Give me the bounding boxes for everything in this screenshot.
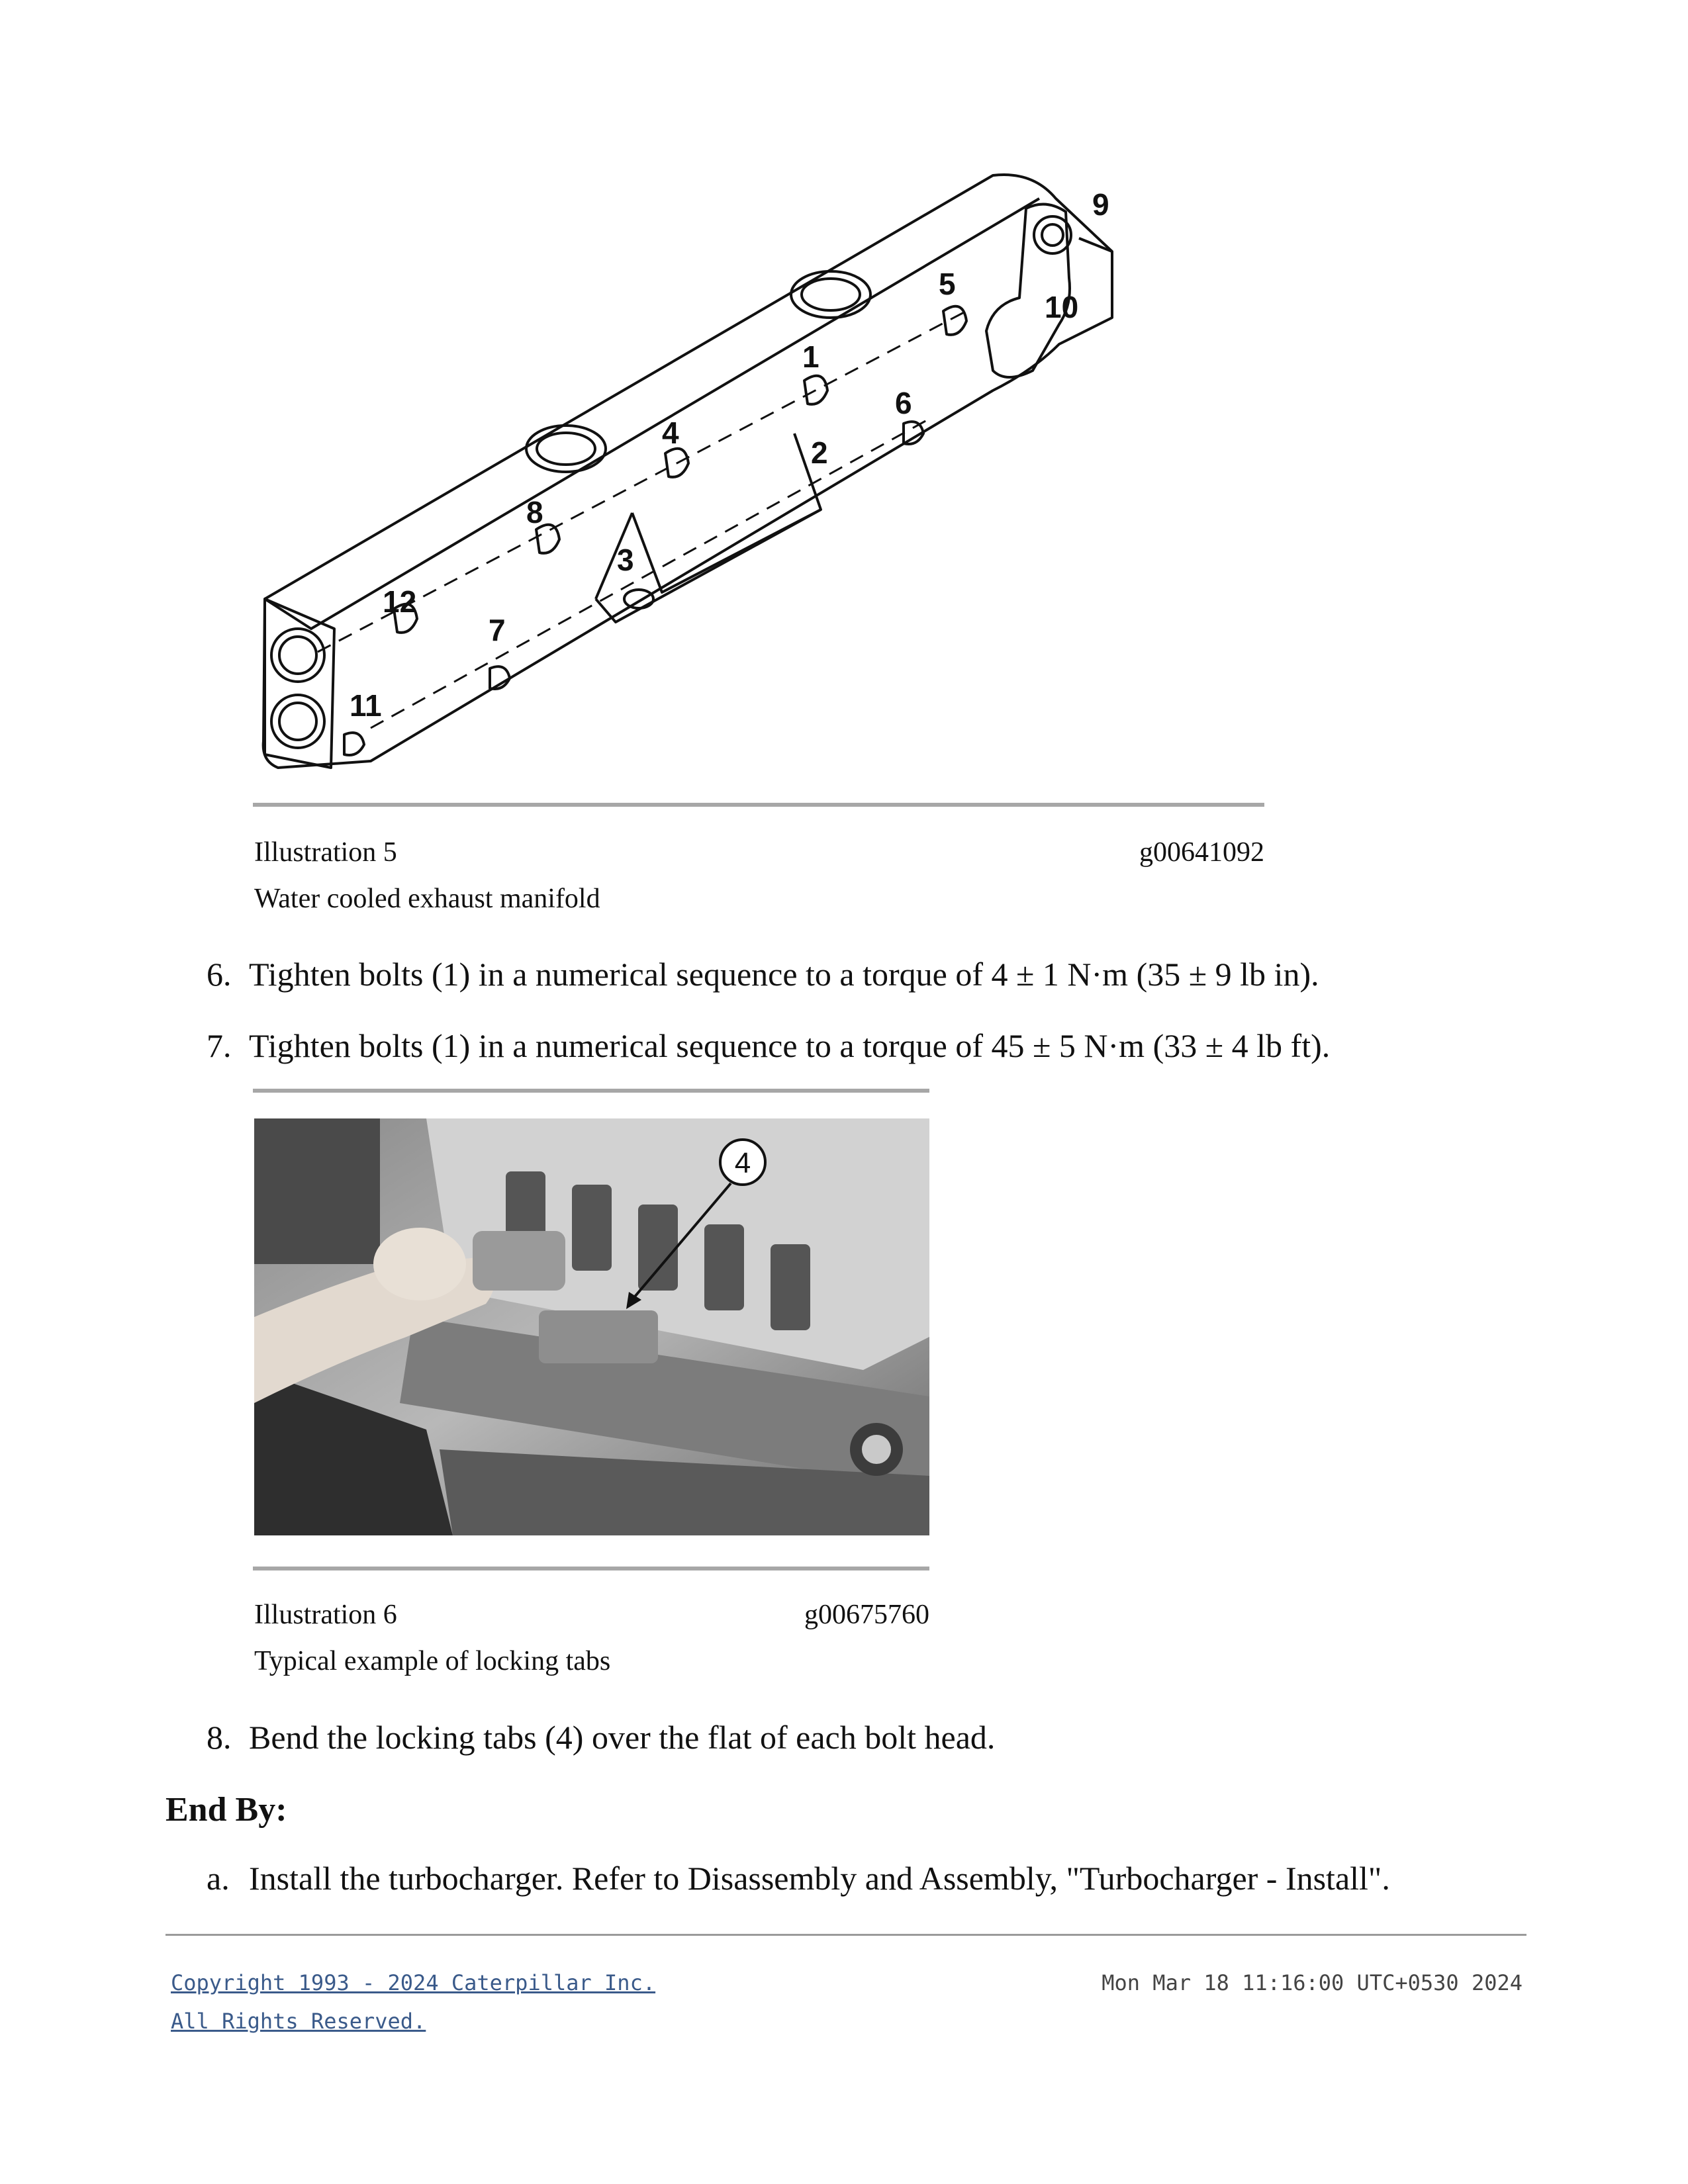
footer-rights[interactable] [171,2008,426,2034]
illustration5-divider [253,803,1264,807]
footer-copyright[interactable] [171,1970,655,1996]
illustration6-divider [253,1567,929,1570]
step-number: 6. [207,956,232,993]
footer-divider [165,1934,1526,1936]
callout-7: 7 [489,613,506,647]
step-number: 7. [207,1027,232,1064]
callout-2: 2 [811,435,828,470]
illustration5-code: g00641092 [1139,837,1264,868]
rights-link[interactable]: All Rights Reserved. [171,2009,426,2034]
illustration6-caption: Typical example of locking tabs [254,1646,611,1676]
callout-1: 1 [802,340,820,374]
illustration5-caption: Water cooled exhaust manifold [254,884,600,914]
illustration5-label: Illustration 5 [254,837,397,868]
callout-9: 9 [1092,187,1109,222]
end-by-heading: End By: [165,1791,287,1829]
callout-5: 5 [939,267,956,301]
step-text: Bend the locking tabs (4) over the flat of each bolt head. [249,1719,996,1756]
callout-6: 6 [895,386,912,420]
footer-timestamp: Mon Mar 18 11:16:00 UTC+0530 2024 [1102,1970,1523,1995]
callout-10: 10 [1045,290,1079,324]
callout-4: 4 [662,416,679,450]
callout-11: 11 [350,688,382,723]
illustration6-code: g00675760 [804,1600,929,1630]
callout-8: 8 [526,495,543,529]
step-text: Install the turbocharger. Refer to Disassembly and Assembly, "Turbocharger - Install". [249,1860,1390,1897]
step-number: a. [207,1860,230,1897]
illustration6-top-divider [253,1089,929,1093]
illustration6-label: Illustration 6 [254,1600,397,1630]
photo-callout-4: 4 [734,1147,751,1179]
copyright-link[interactable]: Copyright 1993 - 2024 Caterpillar Inc. [171,1970,656,1995]
step-number: 8. [207,1719,232,1756]
callout-3: 3 [617,543,634,577]
locking-tabs-photo [254,1118,929,1535]
callout-12: 12 [383,584,417,619]
step-text: Tighten bolts (1) in a numerical sequence to a torque of 45 ± 5 N·m (33 ± 4 lb ft). [249,1027,1331,1064]
manifold-illustration [252,165,1139,781]
step-text: Tighten bolts (1) in a numerical sequence to a torque of 4 ± 1 N·m (35 ± 9 lb in). [249,956,1319,993]
